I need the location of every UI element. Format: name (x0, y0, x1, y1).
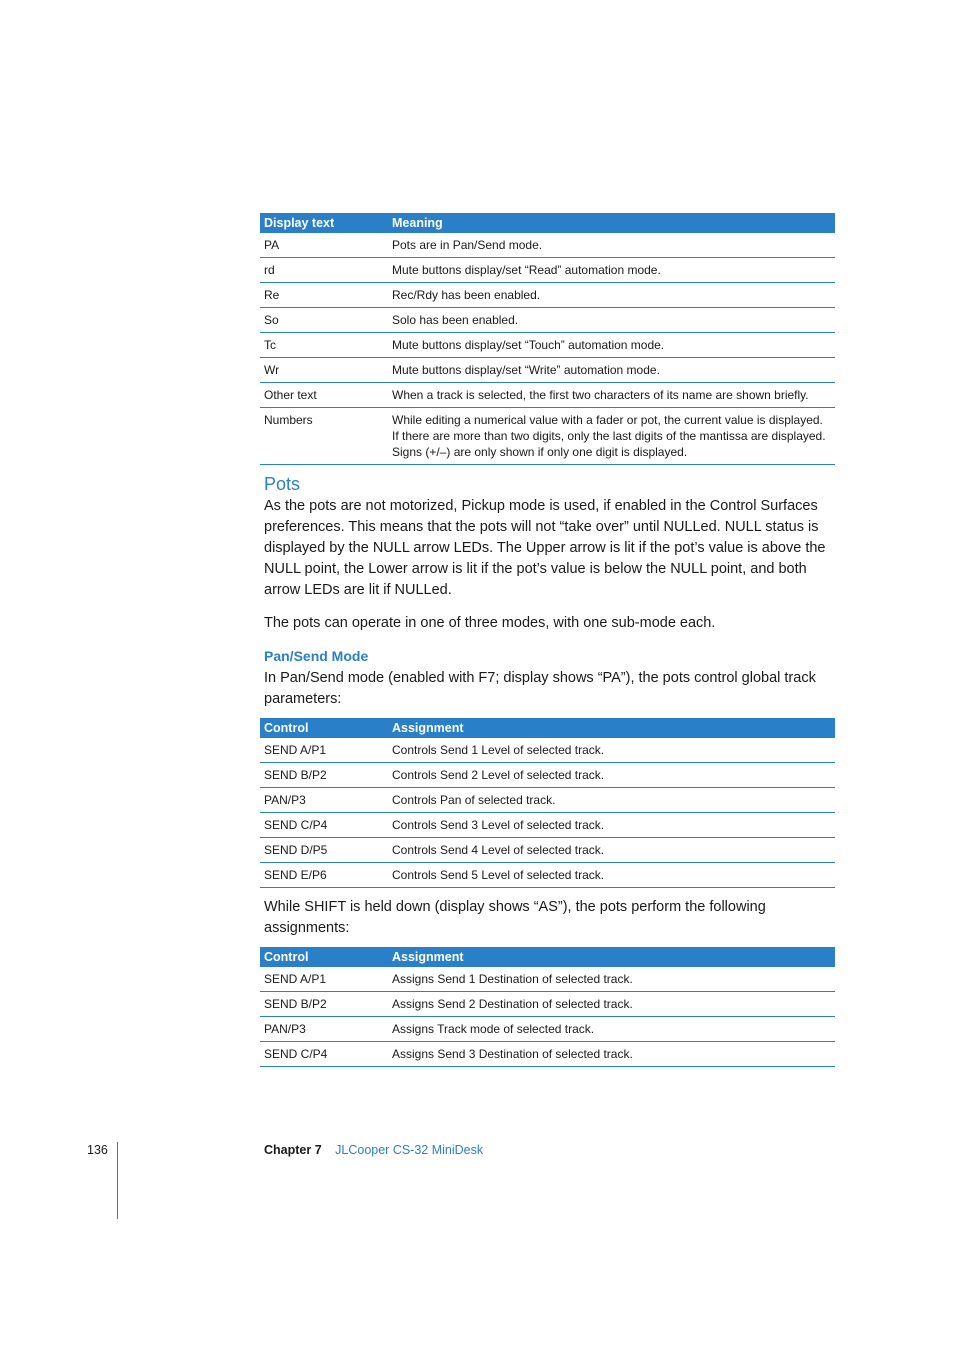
column-header: Control (260, 718, 388, 738)
table-header-row (260, 947, 835, 967)
table-row (260, 813, 835, 838)
table-cell: SEND B/P2 (260, 763, 388, 788)
table-row (260, 992, 835, 1017)
table-cell: Assigns Send 2 Destination of selected track. (388, 992, 835, 1017)
table-row (260, 333, 835, 358)
table-row (260, 1042, 835, 1067)
table-cell: Assigns Track mode of selected track. (388, 1017, 835, 1042)
table-cell: Mute buttons display/set “Write” automation mode. (388, 358, 835, 383)
body-paragraph: As the pots are not motorized, Pickup mode is used, if enabled in the Control Surfaces preferences. This means that the pots will not “take over” until NULLed. NULL status is displayed by the NULL arrow LEDs. The Upper arrow is lit if the pot’s value is above the NULL point, the Lower arrow is lit if the pot’s value is below the NULL point, and both arrow LEDs are lit if NULLed. (264, 498, 826, 598)
body-paragraph: In Pan/Send mode (enabled with F7; display shows “PA”), the pots control global track parameters: (264, 670, 816, 707)
table-cell: Controls Pan of selected track. (388, 788, 835, 813)
table-cell: Rec/Rdy has been enabled. (388, 283, 835, 308)
table-row (260, 1017, 835, 1042)
table-row (260, 358, 835, 383)
table-cell: SEND C/P4 (260, 1042, 388, 1067)
column-header: Assignment (388, 718, 835, 738)
display-text-table (260, 213, 835, 465)
table-row (260, 788, 835, 813)
body-paragraph: The pots can operate in one of three modes, with one sub-mode each. (264, 615, 716, 631)
table-cell: rd (260, 258, 388, 283)
table-row (260, 283, 835, 308)
chapter-title-link[interactable]: JLCooper CS-32 MiniDesk (335, 1143, 484, 1157)
table-cell: Numbers (260, 408, 388, 465)
table-row (260, 838, 835, 863)
column-header: Control (260, 947, 388, 967)
table-cell: When a track is selected, the first two characters of its name are shown briefly. (388, 383, 835, 408)
table-cell: Pots are in Pan/Send mode. (388, 233, 835, 258)
table-cell: Controls Send 2 Level of selected track. (388, 763, 835, 788)
table-cell: Assigns Send 3 Destination of selected track. (388, 1042, 835, 1067)
table-cell: Mute buttons display/set “Read” automation mode. (388, 258, 835, 283)
table-row (260, 308, 835, 333)
table-cell: Wr (260, 358, 388, 383)
subsection-heading-pan-send: Pan/Send Mode (264, 648, 369, 664)
table-row (260, 258, 835, 283)
table-row (260, 763, 835, 788)
table-cell: SEND C/P4 (260, 813, 388, 838)
table-header-row (260, 213, 835, 233)
table-cell: Controls Send 5 Level of selected track. (388, 863, 835, 888)
table-cell: PA (260, 233, 388, 258)
table-cell: SEND D/P5 (260, 838, 388, 863)
table-row (260, 383, 835, 408)
table-cell: Other text (260, 383, 388, 408)
table-header-row (260, 718, 835, 738)
table-cell: Controls Send 1 Level of selected track. (388, 738, 835, 763)
table-cell: So (260, 308, 388, 333)
table-cell: Tc (260, 333, 388, 358)
table-row (260, 967, 835, 992)
column-header: Assignment (388, 947, 835, 967)
table-cell: SEND A/P1 (260, 738, 388, 763)
column-header: Display text (260, 213, 388, 233)
section-heading-pots: Pots (264, 474, 301, 494)
shift-assignment-table (260, 947, 835, 1067)
column-header: Meaning (388, 213, 835, 233)
table-cell: Controls Send 3 Level of selected track. (388, 813, 835, 838)
table-cell: SEND E/P6 (260, 863, 388, 888)
table-row (260, 233, 835, 258)
table-cell: Solo has been enabled. (388, 308, 835, 333)
pan-send-assignment-table (260, 718, 835, 888)
table-cell: Mute buttons display/set “Touch” automation mode. (388, 333, 835, 358)
table-row (260, 408, 835, 465)
footer-chapter (264, 1143, 483, 1157)
chapter-label: Chapter 7 (264, 1143, 322, 1157)
table-cell: SEND A/P1 (260, 967, 388, 992)
footer-divider (117, 1142, 118, 1219)
table-cell: While editing a numerical value with a fader or pot, the current value is displayed. If there are more than two digits, only the last digits of the mantissa are displayed. Signs (+/–) are only shown if only one digit is displayed. (388, 408, 835, 465)
table-row (260, 863, 835, 888)
table-cell: PAN/P3 (260, 1017, 388, 1042)
table-cell: Assigns Send 1 Destination of selected track. (388, 967, 835, 992)
body-paragraph: While SHIFT is held down (display shows “AS”), the pots perform the following assignments: (264, 899, 766, 936)
page-number: 136 (87, 1143, 108, 1157)
table-cell: PAN/P3 (260, 788, 388, 813)
table-cell: Controls Send 4 Level of selected track. (388, 838, 835, 863)
table-cell: Re (260, 283, 388, 308)
table-row (260, 738, 835, 763)
table-cell: SEND B/P2 (260, 992, 388, 1017)
